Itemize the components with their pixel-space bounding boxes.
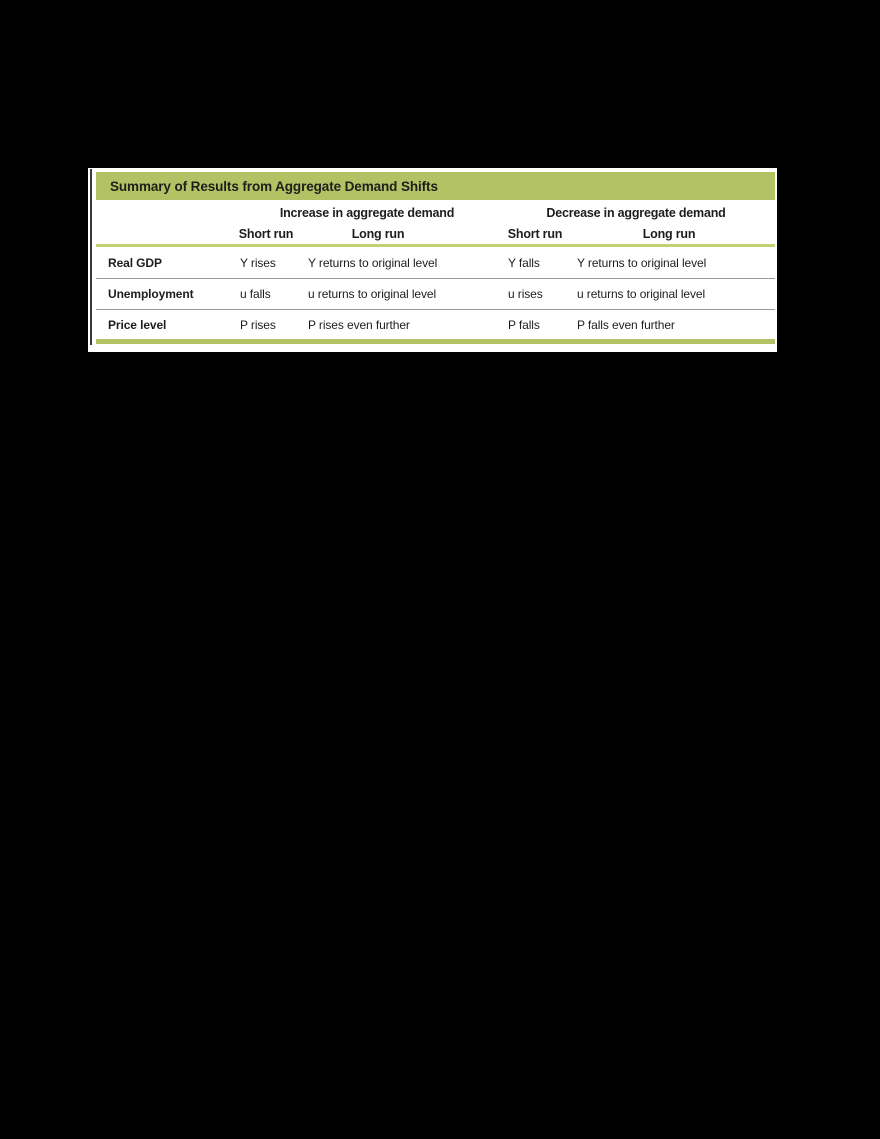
- summary-table-panel: [88, 168, 777, 352]
- table-bottom-rule: [96, 339, 775, 344]
- cell-real-gdp-increase-short: Y rises: [240, 255, 276, 270]
- row-label-price-level: Price level: [108, 317, 167, 332]
- column-header-decrease-short-run: Short run: [507, 227, 563, 241]
- row-separator: [96, 309, 775, 310]
- column-header-decrease-long-run: Long run: [642, 227, 696, 241]
- cell-unemployment-decrease-short: u rises: [508, 286, 543, 301]
- row-label-real-gdp: Real GDP: [108, 255, 162, 270]
- cell-price-level-increase-long: P rises even further: [308, 317, 410, 332]
- cell-real-gdp-decrease-short: Y falls: [508, 255, 540, 270]
- column-header-increase-long-run: Long run: [351, 227, 405, 241]
- cell-unemployment-increase-long: u returns to original level: [308, 286, 437, 301]
- table-row: [88, 278, 777, 309]
- row-separator: [96, 278, 775, 279]
- column-header-increase-short-run: Short run: [238, 227, 294, 241]
- table-body: [88, 247, 777, 340]
- cell-unemployment-increase-short: u falls: [240, 286, 271, 301]
- table-title-bar: [96, 172, 775, 200]
- cell-unemployment-decrease-long: u returns to original level: [577, 286, 706, 301]
- row-label-unemployment: Unemployment: [108, 286, 194, 301]
- table-row: [88, 309, 777, 340]
- column-group-increase: Increase in aggregate demand: [279, 206, 455, 220]
- cell-price-level-decrease-long: P falls even further: [577, 317, 675, 332]
- table-row: [88, 247, 777, 278]
- cell-price-level-decrease-short: P falls: [508, 317, 540, 332]
- column-group-decrease: Decrease in aggregate demand: [546, 206, 726, 220]
- cell-price-level-increase-short: P rises: [240, 317, 276, 332]
- cell-real-gdp-increase-long: Y returns to original level: [308, 255, 438, 270]
- table-title: Summary of Results from Aggregate Demand Shifts: [110, 178, 438, 194]
- cell-real-gdp-decrease-long: Y returns to original level: [577, 255, 707, 270]
